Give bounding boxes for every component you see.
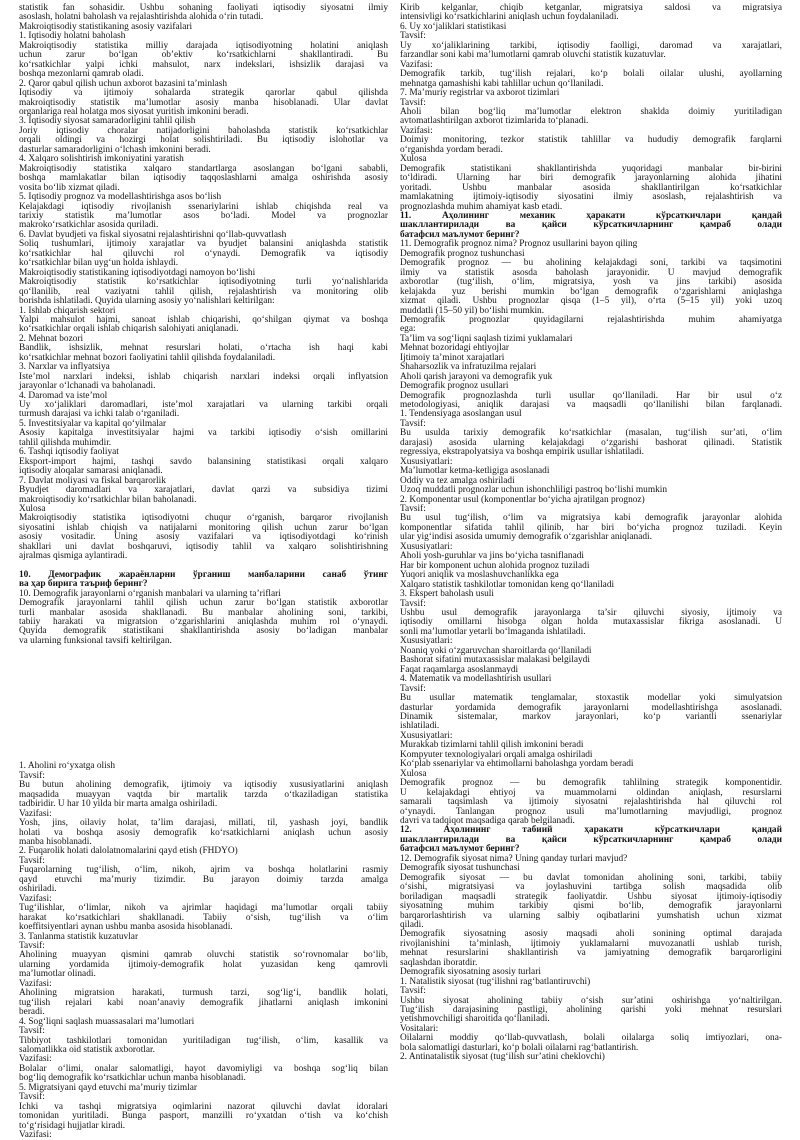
text-line: ko‘rsatkichlar bilan uyg‘un holda ishlaydi. [19, 258, 179, 269]
text-line: barqarorlashtirish va ularning salbiy oqibatlarini yumshatish uchun xizmat [400, 910, 782, 921]
text-line: Ko‘plab ssenariylar va ehtimollarni baholashga yordam beradi [400, 759, 634, 770]
text-line: Bashorat sifatini mutaxassislar malakasi belgilaydi [400, 655, 590, 666]
text-line: borishda ishlatiladi. Quyida ularning asosiy yo‘nalishlari keltirilgan: [19, 296, 275, 307]
text-line: Noaniq yoki o‘zgaruvchan sharoitlarda qo‘llaniladi [400, 645, 592, 656]
text-line: Vazifasi: [19, 978, 52, 989]
text-line: Iqtisodiy va ijtimoiy sohalarda strategik qarorlar qabul qilishda [19, 88, 388, 99]
text-line: Murakkab tizimlarni tahlil qilish imkonini beradi [400, 740, 584, 751]
text-line: koeffitsiyentlari aynan ushbu manba asosida hisoblanadi. [19, 922, 233, 933]
text-line: Tavsif: [400, 986, 426, 997]
text-line: 2. Mehnat bozori [19, 333, 84, 344]
text-line: Aholining muayyan qismini qamrab oluvchi statistik so‘rovnomalar bo‘lib, [19, 950, 388, 961]
text-line: beradi. [19, 1007, 45, 1018]
text-line: Oilalarni moddiy qo‘llab-quvvatlash, bolali oilalarga soliq imtiyozlari, ona- [400, 1033, 782, 1044]
text-line: Ma’lumotlar ketma-ketligiga asoslanadi [400, 466, 550, 477]
text-line: 3. Tanlanma statistik kuzatuvlar [19, 931, 139, 942]
text-line: Faqat raqamlarga asoslanmaydi [400, 664, 519, 675]
text-line: Quyida demografik statistikani shakllantirishda asosiy bo‘ladigan manbalar [19, 626, 388, 637]
text-line: holati va boshqa asosiy demografik ko‘rsatkichlarni aniqlash uchun asosiy [19, 827, 388, 838]
text-line: 1. Tendensiyaga asoslangan usul [400, 409, 522, 420]
text-line: Xususiyatlari: [400, 541, 453, 552]
text-line: siyosatning muhim tarkibiy qismi bo‘lib, demografik jarayonlarni [400, 901, 782, 912]
text-line: 3. Ekspert baholash usuli [400, 589, 494, 600]
text-line: boshqa mezonlarni qamrab oladi. [19, 69, 144, 80]
text-line: Ushbu siyosat aholining tabiiy o‘sish sur’atini oshirishga yo‘naltirilgan. [400, 995, 782, 1006]
text-line: tomonidan yuritiladi. Bunga pasport, manzilli ro‘yxatdan o‘tish va ko‘chish [19, 1111, 388, 1122]
text-line: avtomatlashtirilgan axborot tizimlarida to‘planadi. [400, 116, 589, 127]
text-line: Vazifasi: [400, 125, 433, 136]
text-line: Makroiqtisodiy statistika milliy darajada iqtisodiyotning holatini aniqlash [19, 40, 388, 51]
text-line: axborotlar (tug‘ilish, o‘lim, migratsiya, yosh va jins tarkibi) asosida [400, 277, 782, 288]
text-line: Mehnat bozoridagi ehtiyojlar [400, 343, 509, 354]
question-heading-line: батафсил маълумот беринг? [400, 229, 520, 240]
text-line: Demografik prognoz usullari [400, 381, 509, 392]
text-line: Xususiyatlari: [400, 456, 453, 467]
text-line: muddatli (15–50 yil) bo‘lishi mumkin. [400, 305, 545, 316]
text-line: Tavsif: [19, 770, 45, 781]
text-line: mamlakatning ijtimoiy-iqtisodiy siyosatini ilmiy asoslash, rejalashtirish va [400, 192, 782, 203]
text-line: Ijtimoiy ta’minot xarajatlari [400, 352, 505, 363]
text-line: makroko‘rsatkichlar asosida quriladi. [19, 220, 159, 231]
text-line: 3. Narxlar va inflyatsiya [19, 362, 110, 373]
text-line: 11. Demografik prognoz nima? Prognoz usullarini bayon qiling [400, 239, 638, 250]
text-line: Bu usul tug‘ilish, o‘lim va migratsiya kabi demografik jarayonlar alohida [400, 513, 782, 524]
text-line: Yalpi mahsulot hajmi, sanoat ishlab chiqarishi, qo‘shilgan qiymat va boshqa [19, 314, 388, 325]
text-line: oshiriladi. [19, 884, 57, 895]
text-line: Makroiqtisodiy statistika xalqaro standartlarga asoslangan bo‘lgani sababli, [19, 163, 388, 174]
text-line: dasturlar yordamida demografik jarayonlarni modellashtirishga asoslanadi. [400, 702, 782, 713]
text-line: tahlil qilishda muhimdir. [19, 437, 112, 448]
text-line: Makroiqtisodiy statistikaning asosiy vazifalari [19, 21, 193, 32]
text-line: intensivligi ko‘rsatkichlarini aniqlash uchun foydalaniladi. [400, 12, 619, 23]
text-line: ko‘rsatkichlar mehnat bozori faoliyatini tahlil qilishda foydalaniladi. [19, 352, 276, 363]
question-heading-line: 10. Демографик жараёнларни ўрганиш манбаларини санаб ўтинг [19, 569, 388, 580]
text-line: Demografik prognozlar quyidagilarni rejalashtirishda muhim ahamiyatga [400, 314, 782, 325]
text-line: Makroiqtisodiy statistika iqtisodiyotni chuqur o‘rganish, barqaror rivojlanish [19, 513, 388, 524]
text-line: bog‘liq demografik ko‘rsatkichlar uchun manba hisoblanadi. [19, 1073, 246, 1084]
text-line: Asosiy kapitalga investitsiyalar hajmi va tarkibi iqtisodiy o‘sish omillarini [19, 428, 388, 439]
text-line: Shaharsozlik va infratuzilma rejalari [400, 362, 537, 373]
text-line: Demografik statistikani shakllantirishda yuqoridagi manbalar bir-birini [400, 163, 782, 174]
text-line: Aholining migratsion harakati, turmush tarzi, sog‘lig‘i, bandlik holati, [19, 988, 388, 999]
text-line: yoritadi. Ushbu manbalar asosida shakllantirilgan ko‘rsatkichlar [400, 182, 782, 193]
text-line: to‘ldiradi. Ularning har biri demografik jarayonlarning alohida jihatini [400, 173, 782, 184]
text-line: ma’lumotlar olinadi. [19, 969, 96, 980]
text-line: ishlatiladi. [400, 721, 440, 732]
text-line: Yosh, jins, oilaviy holat, ta’lim darajasi, millati, til, yashash joyi, bandlik [19, 818, 388, 829]
text-line: Xulosa [19, 504, 46, 515]
text-line: 2. Qaror qabul qilish uchun axborot bazasini ta’minlash [19, 78, 228, 89]
right-text-column [400, 4, 782, 1128]
text-line: farzandlar soni kabi ma’lumotlarni qamrab oluvchi statistik kuzatuvlar. [400, 50, 666, 61]
text-line: Iste’mol narxlari indeksi, ishlab chiqarish narxlari indeksi orqali inflyatsion [19, 371, 388, 382]
text-line: Demografik prognoz — bu aholining kelajakdagi soni, tarkibi va taqsimotini [400, 258, 782, 269]
question-heading-line: шакллантирилади ва қайси кўрсаткичларнинг қамраб олади [400, 220, 782, 231]
text-line: maqsadida muayyan vaqtda bir martalik tarzda o‘tkaziladigan statistika [19, 789, 388, 800]
text-line: statistik fan sohasidir. Ushbu sohaning faoliyati iqtisodiy siyosatni ilmiy [19, 3, 388, 13]
text-line: jarayonlar o‘lchanadi va baholanadi. [19, 381, 156, 392]
text-line: Tavsif: [400, 418, 426, 429]
text-line: harakat ko‘rsatkichlari shakllanadi. Tabiiy o‘sish, tug‘ilish va o‘lim [19, 912, 388, 923]
text-line: ega: [400, 324, 416, 335]
text-line: Har bir komponent uchun alohida prognoz tuziladi [400, 560, 590, 571]
text-line: U kelajakdagi ehtiyoj va muammolarni oldindan aniqlash, resurslarni [400, 787, 782, 798]
text-line: va ularning funksional tavsifi keltirilgan. [19, 635, 172, 646]
text-line: salomatlikka oid statistik axborotlar. [19, 1044, 155, 1055]
text-line: tabiiy harakati va migratsion o‘zgarishlarini aniqlashda muhim rol o‘ynaydi. [19, 617, 388, 627]
text-line: 10. Demografik jarayonlarni o‘rganish manbalari va ularning ta’riflari [19, 588, 281, 599]
text-line: bola salomatligi dasturlari, ko‘p bolali oilalarni rag‘batlantirish. [400, 1042, 639, 1053]
text-line: Demografik prognoz tushunchasi [400, 248, 525, 259]
text-line: 6. Davlat byudjeti va fiskal siyosatni rejalashtirishni qo‘llab-quvvatlash [19, 229, 287, 240]
text-line: o‘rganishda yordam beradi. [400, 144, 503, 155]
text-line: 1. Natalistik siyosat (tug‘ilishni rag‘batlantiruvchi) [400, 976, 591, 987]
text-line: Demografik prognoz — bu demografik tahlilning strategik komponentidir. [400, 778, 782, 789]
text-line: darajasi) asosida ularning kelajakdagi o‘zgarishi bashorat qilinadi. Statistik [400, 437, 782, 448]
question-heading-line: шакллантирилади ва қайси кўрсаткичларнинг қамраб олади [400, 834, 782, 845]
text-line: Uy xo‘jaliklari daromadlari, iste’mol xarajatlari va ularning tarkibi orqali [19, 400, 388, 411]
text-line: turmush darajasi va ichki talab o‘rganiladi. [19, 409, 180, 420]
text-line: ko‘rsatkichlar yalpi ichki mahsulot, narx indekslari, ishsizlik darajasi va [19, 59, 388, 70]
text-line: Demografik siyosatning asosiy maqsadi aholi sonining optimal darajada [400, 929, 782, 940]
text-line: 3. Iqtisodiy siyosat samaradorligini tahlil qilish [19, 116, 196, 127]
text-line: Vazifasi: [19, 1054, 52, 1065]
text-line: o‘sishi, migratsiyasi va joylashuvini tartibga solish maqsadida olib [400, 882, 782, 893]
text-line: kelajakda yuz berishi mumkin bo‘lgan demografik o‘zgarishlarni aniqlashga [400, 286, 782, 297]
text-line: 4. Sog‘liqni saqlash muassasalari ma’lumotlari [19, 1016, 195, 1027]
text-line: Demografik tarkib, tug‘ilish rejalari, ko‘p bolali oilalar ulushi, ayollarning [400, 69, 782, 80]
text-line: Vazifasi: [19, 1130, 52, 1140]
text-line: 4. Daromad va iste’mol [19, 390, 108, 401]
text-line: Demografik siyosatning asosiy turlari [400, 967, 541, 978]
text-line: Demografik siyosat tushunchasi [400, 863, 520, 874]
text-line: Vositalari: [400, 1023, 439, 1034]
text-line: Xalqaro statistik tashkilotlar tomonidan keng qo‘llaniladi [400, 579, 615, 590]
text-line: ko‘rsatkichlar orqali ishlab chiqarish salohiyati aniqlanadi. [19, 324, 239, 335]
text-line: 5. Iqtisodiy prognoz va modellashtirishga asos bo‘lish [19, 192, 222, 203]
text-line: Tavsif: [400, 683, 426, 694]
text-line: Oddiy va tez amalga oshiriladi [400, 475, 515, 486]
text-line: manba hisoblanadi. [19, 836, 92, 847]
text-line: o‘ynaydi. Tanlangan prognoz usuli ma’lumotlarning mavjudligi, prognoz [400, 806, 782, 817]
text-line: Demografik prognozlashda turli usullar qo‘llaniladi. Har bir usul o‘z [400, 390, 782, 401]
text-line: Uzoq muddatli prognozlar uchun ishonchliligi pastroq bo‘lishi mumkin [400, 485, 668, 496]
text-line: Demografik jarayonlarni tahlil qilish uchun zarur bo‘lgan statistik axborotlar [19, 598, 388, 609]
text-line: turli manbalar asosida shakllanadi. Bu manbalar aholining soni, tarkibi, [19, 607, 388, 618]
text-line: komponentlar sifatida tahlil qilinib, har biri bo‘yicha prognoz tuziladi. Keyin [400, 522, 782, 533]
text-line: to‘g‘risidagi hujjatlar kiradi. [19, 1120, 126, 1131]
text-line: Dinamik sistemalar, markov jarayonlari, ko‘p variantli ssenariylar [400, 711, 782, 722]
text-line: 1. Ishlab chiqarish sektori [19, 305, 116, 316]
text-line: Tug‘ilishlar, o‘limlar, nikoh va ajrimlar haqidagi ma’lumotlar orqali tabiiy [19, 903, 388, 914]
text-line: mehnat resurslarini shakllantirish va jamiyatning demografik barqarorligini [400, 948, 782, 959]
text-line: tug‘ilish rejalari kabi noan’anaviy demografik jihatlarni aniqlash imkonini [19, 997, 388, 1008]
text-line: tarixiy statistik ma’lumotlar asos bo‘ladi. Model va prognozlar [19, 210, 388, 221]
text-line: Demografik siyosat — bu davlat tomonidan aholining soni, tarkibi, tabiiy [400, 872, 782, 883]
text-line: 2. Komponentar usul (komponentlar bo‘yicha ajratilgan prognoz) [400, 494, 645, 505]
text-line: asosiy vositadir. Uning asosiy vazifalari va iqtisodiyotdagi ko‘rinish [19, 532, 388, 543]
text-line: Vazifasi: [19, 893, 52, 904]
text-line: orqali oldingi va hozirgi holat solishtiriladi. Bu iqtisodiy islohotlar va [19, 135, 388, 146]
text-line: 5. Investitsiyalar va kapital qo‘yilmalar [19, 418, 167, 429]
text-line: iqtisodiy aloqalar samarasi aniqlanadi. [19, 466, 163, 477]
text-line: davri va tadqiqot maqsadiga qarab belgilanadi. [400, 815, 575, 826]
text-line: Tavsif: [19, 1026, 45, 1037]
left-text-column [19, 3, 388, 1140]
text-line: Tavsif: [400, 504, 426, 515]
text-line: Xulosa [400, 768, 427, 779]
text-line: 7. Davlat moliyasi va fiskal barqarorlik [19, 475, 166, 486]
text-line: Tavsif: [400, 31, 426, 42]
text-line: Kelajakdagi iqtisodiy rivojlanish ssenariylarini ishlab chiqishda real va [19, 201, 388, 212]
text-line: 1. Aholini ro‘yxatga olish [19, 761, 116, 772]
text-line: Tavsif: [400, 598, 426, 609]
text-line: makroiqtisodiy statistik ma’lumotlar asosiy manba hisoblanadi. Ular davlat [19, 97, 388, 108]
text-line: vosita bo‘lib xizmat qiladi. [19, 182, 120, 193]
text-line: Ichki va tashqi migratsiya oqimlarini nazorat qiluvchi davlat idoralari [19, 1101, 388, 1112]
text-line: mehnatga qamashishi kabi tahlillar uchun qo‘llaniladi. [400, 78, 604, 89]
text-line: 6. Uy xo‘jaliklari statistikasi [400, 21, 507, 32]
text-line: ular yig‘indisi asosida umumiy demografik o‘zgarishlar aniqlanadi. [400, 532, 652, 543]
text-line: 4. Matematik va modellashtirish usullari [400, 674, 552, 685]
text-line: Tavsif: [400, 97, 426, 108]
question-heading-line: ва ҳар бирига таъриф беринг? [19, 579, 148, 590]
text-line: prognozlashda muhim ahamiyat kasb etadi. [400, 201, 563, 212]
text-line: Kirib kelganlar, chiqib ketganlar, migratsiya saldosi va migratsiya [400, 3, 782, 13]
question-heading-line: батафсил маълумот беринг? [400, 844, 520, 855]
text-line: Bu butun aholining demografik, ijtimoiy va iqtisodiy xususiyatlarini aniqlash [19, 780, 388, 791]
text-line: qo‘llanilib, real vaziyatni tahlil qilish, rejalashtirish va monitoring olib [19, 286, 388, 297]
text-line: 6. Tashqi iqtisodiy faoliyat [19, 447, 119, 458]
text-line: Uy xo‘jaliklarining tarkibi, iqtisodiy faolligi, daromad va xarajatlari, [400, 40, 782, 51]
text-line: Joriy iqtisodiy choralar natijadorligini baholashda statistik ko‘rsatkichlar [19, 125, 388, 136]
text-line: iqtisodiy omillarni hisobga olgan holda mutaxassislar fikriga asoslanadi. U [400, 617, 782, 628]
text-line: xizmat qiladi. Ushbu prognozlar qisqa (1–5 yil), o‘rta (5–15 yil) yoki uzoq [400, 296, 782, 307]
question-heading-line: 11. Аҳолининг механик ҳаракати кўрсаткичлари қандай [400, 210, 782, 221]
text-line: yetishmovchiligi sharoitida qo‘llaniladi. [400, 1014, 550, 1025]
text-line: Eksport-import hajmi, tashqi savdo balansining statistikasi orqali xalqaro [19, 456, 388, 467]
text-line: Makroiqtisodiy statistikaning iqtisodiyotdagi namoyon bo‘lishi [19, 267, 256, 278]
text-line: shakllari uni davlat boshqaruvi, iqtisodiy tahlil va xalqaro solishtirishning [19, 541, 388, 552]
text-line: makroiqtisodiy ko‘rsatkichlar bilan baholanadi. [19, 494, 197, 505]
text-line: Kompyuter texnologiyalari orqali amalga oshiriladi [400, 749, 593, 760]
text-line: sonli ma’lumotlar yetarli bo‘lmaganda ishlatiladi. [400, 626, 586, 637]
text-line: Vazifasi: [19, 808, 52, 819]
text-line: Ta’lim va sog‘liqni saqlash tizimi yuklamalari [400, 333, 573, 344]
text-line: ko‘rsatkichlar hal qiluvchi rol o‘ynaydi. Demografik va iqtisodiy [19, 248, 388, 259]
text-line: saqlashdan iboratdir. [400, 957, 478, 968]
text-line: qiladi. [400, 919, 424, 930]
text-line: 7. Ma’muriy registrlar va axborot tizimlari [400, 88, 560, 99]
text-line: Soliq tushumlari, ijtimoiy xarajatlar va byudjet balansini aniqlashda statistik [19, 239, 388, 250]
text-line: qayd etuvchi ma’muriy tizimdir. Bu jarayon doimiy tarzda amalga [19, 874, 388, 885]
text-line: Vazifasi: [400, 59, 433, 70]
text-line: Xulosa [400, 154, 427, 165]
question-heading-line: 12. Аҳолининг табиий ҳаракати кўрсаткичлари қандай [400, 825, 782, 836]
text-line: Byudjet daromadlari va xarajatlari, davlat qarzi va subsidiya tizimi [19, 485, 388, 496]
text-line: uchun zarur bo‘lgan ob’ektiv ko‘rsatkichlarni shakllantiradi. Bu [19, 50, 388, 61]
text-line: organlariga real holatga mos siyosat yuritish imkonini beradi. [19, 106, 249, 117]
text-line: boshqa mamlakatlar bilan iqtisodiy taqqoslashlarni amalga oshirishda asosiy [19, 173, 388, 184]
text-line: Doimiy monitoring, tezkor statistik tahlillar va hududiy demografik farqlarni [400, 135, 782, 146]
text-line: ajralmas qismiga aylantiradi. [19, 551, 128, 562]
text-line: Tibbiyot tashkilotlari tomonidan yuritiladigan tug‘ilish, o‘lim, kasallik va [19, 1035, 388, 1046]
text-line: Tug‘ilish darajasining pastligi, aholining qarishi yoki mehnat resurslari [400, 1005, 782, 1016]
text-line: Bu usulda tarixiy demografik ko‘rsatkichlar (masalan, tug‘ilish sur’ati, o‘lim [400, 428, 782, 439]
text-line: Yuqori aniqlik va moslashuvchanlikka ega [400, 570, 559, 581]
text-line: 4. Xalqaro solishtirish imkoniyatini yaratish [19, 154, 184, 165]
text-line: Tavsif: [19, 855, 45, 866]
text-line: 2. Antinatalistik siyosat (tug‘ilish sur’atini cheklovchi) [400, 1052, 605, 1063]
text-line: siyosatini ishlab chiqish va natijalarni monitoring qilish uchun zarur bo‘lgan [19, 522, 388, 533]
text-line: 5. Migratsiyani qayd etuvchi ma’muriy tizimlar [19, 1082, 198, 1093]
text-line: Ushbu usul demografik jarayonlarga ta’sir qiluvchi siyosiy, ijtimoiy va [400, 608, 782, 618]
text-line: Xususiyatlari: [400, 730, 453, 741]
text-line: Aholi qarish jarayoni va demografik yuk [400, 371, 553, 382]
text-line: metodologiyasi, aniqlik darajasi va maqsadli qo‘llanilishi bilan farqlanadi. [400, 400, 782, 411]
text-line: Makroiqtisodiy statistik ko‘rsatkichlar iqtisodiyotning turli yo‘nalishlarida [19, 277, 388, 288]
text-line: Bandlik, ishsizlik, mehnat resurslari holati, o‘rtacha ish haqi kabi [19, 343, 388, 354]
text-line: Tavsif: [19, 940, 45, 951]
text-line: ilmiy va statistik asosda baholash jarayonidir. U mavjud demografik [400, 267, 782, 278]
text-line: samarali taqsimlash va ijtimoiy siyosatni rejalashtirishda hal qiluvchi rol [400, 797, 782, 808]
text-line: Tavsif: [19, 1092, 45, 1103]
text-line: Aholi bilan bog‘liq ma’lumotlar elektron shaklda doimiy yuritiladigan [400, 106, 782, 117]
text-line: rivojlanishini ta’minlash, ijtimoiy yuklamalarni muvozanatli ushlab turish, [400, 938, 782, 949]
text-line: 2. Fuqarolik holati dalolatnomalarini qayd etish (FHDYO) [19, 846, 238, 857]
text-line: Aholi yosh-guruhlar va jins bo‘yicha tasniflanadi [400, 551, 584, 562]
text-line: ularning yordamida ijtimoiy-demografik holat yuzasidan keng qamrovli [19, 959, 388, 970]
text-line: regressiya, ekstrapolyatsiya va boshqa empirik usullar ishlatiladi. [400, 447, 644, 458]
text-line: 1. Iqtisodiy holatni baholash [19, 31, 126, 42]
text-line: Bolalar o‘limi, onalar salomatligi, hayot davomiyligi va boshqa sog‘liq bilan [19, 1063, 388, 1074]
text-line: boriladigan maqsadli strategik faoliyatdir. Ushbu siyosat ijtimoiy-iqtisodiy [400, 891, 782, 902]
text-line: dasturlar samaradorligini o‘lchash imkonini beradi. [19, 144, 211, 155]
text-line: asoslash, holatni baholash va rejalashtirishda alohida o‘rin tutadi. [19, 12, 264, 23]
text-line: Xususiyatlari: [400, 636, 453, 647]
section-gap [19, 646, 388, 762]
text-line: Bu usullar matematik tenglamalar, stoxastik modellar yoki simulyatsion [400, 693, 782, 704]
text-line: tadbiridir. U har 10 yilda bir marta amalga oshiriladi. [19, 799, 218, 810]
text-line: 12. Demografik siyosat nima? Uning qanday turlari mavjud? [400, 853, 628, 864]
text-line: Fuqarolarning tug‘ilish, o‘lim, nikoh, ajrim va boshqa holatlarini rasmiy [19, 865, 388, 876]
